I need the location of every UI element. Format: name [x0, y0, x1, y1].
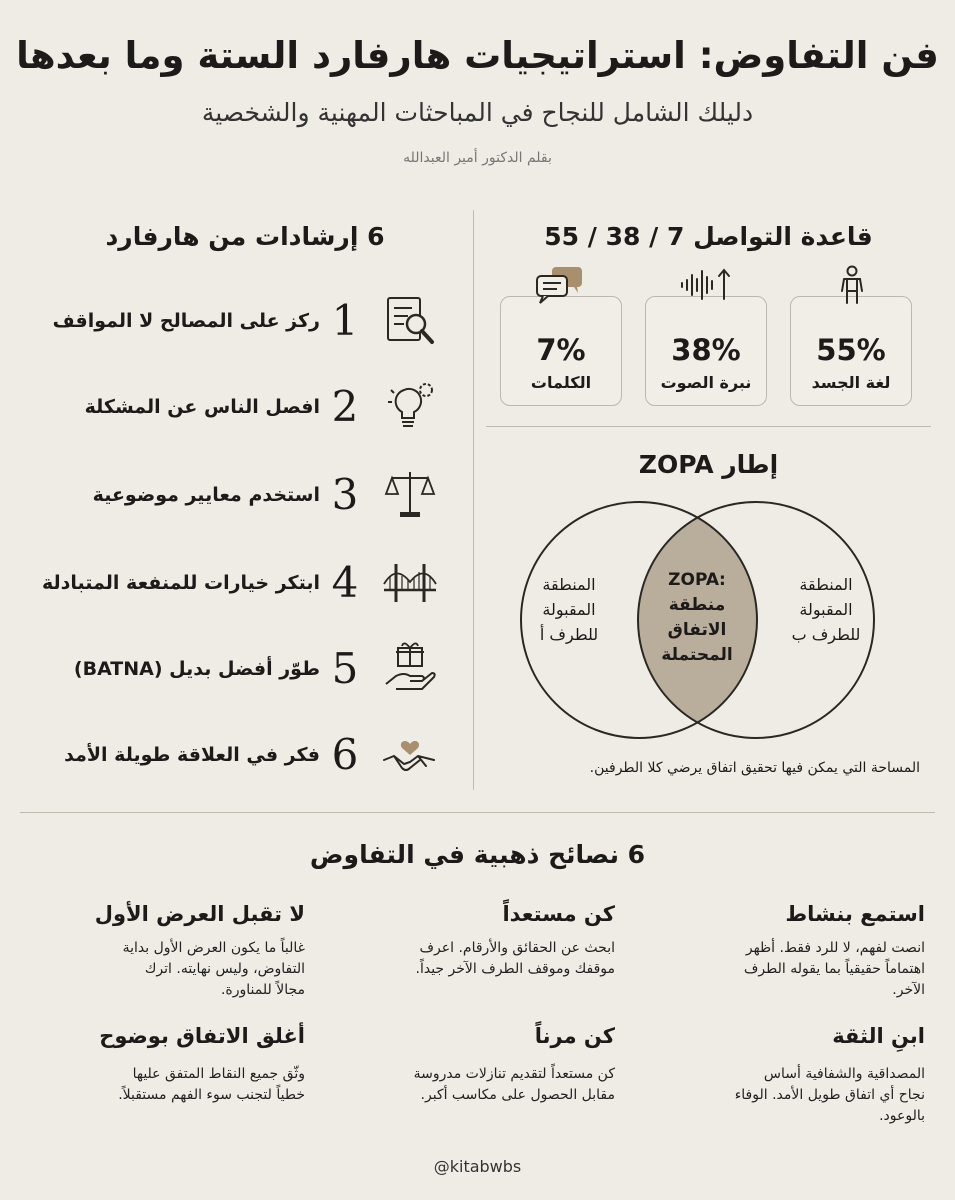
- zopa-venn-diagram: [486, 498, 931, 748]
- chat-bubbles-icon: [534, 265, 586, 305]
- column-divider: [473, 210, 474, 790]
- step-number: 2: [331, 382, 359, 431]
- step-number: 1: [331, 296, 359, 345]
- tip-body: غالباً ما يكون العرض الأول بداية التفاوض، وليس نهايته. اترك مجالاً للمناورة.: [122, 940, 305, 998]
- author-line: بقلم الدكتور أمير العبدالله: [403, 150, 552, 166]
- card-label: الكلمات: [530, 373, 592, 392]
- card-label: نبرة الصوت: [660, 373, 752, 392]
- zopa-caption: المساحة التي يمكن فيها تحقيق اتفاق يرضي كلا الطرفين.: [589, 760, 920, 776]
- gift-hand-icon: [382, 640, 438, 696]
- lightbulb-gear-icon: [382, 378, 438, 434]
- zopa-label-line: :ZOPA: [668, 570, 726, 590]
- step-text: فكر في العلاقة طويلة الأمد: [64, 744, 320, 766]
- tip-title: كن مرناً: [534, 1024, 615, 1048]
- party-b-label-line: المنطقة: [799, 575, 853, 594]
- card-label: لغة الجسد: [811, 373, 891, 392]
- communication-heading: قاعدة التواصل 7 / 38 / 55: [544, 222, 873, 251]
- zopa-label-line: المحتملة: [661, 645, 733, 665]
- card-value: 38%: [671, 333, 741, 367]
- body-figure-icon: [832, 265, 872, 305]
- step-text: افصل الناس عن المشكلة: [84, 396, 320, 418]
- step-number: 4: [331, 558, 359, 607]
- step-text: استخدم معايير موضوعية: [92, 484, 320, 506]
- card-value: 7%: [536, 333, 586, 367]
- page-subtitle: دليلك الشامل للنجاح في المباحثات المهنية والشخصية: [201, 98, 754, 127]
- step-number: 3: [331, 470, 359, 519]
- tip-title: لا تقبل العرض الأول: [94, 902, 305, 926]
- step-number: 6: [331, 730, 359, 779]
- section-divider-zopa: [486, 426, 931, 427]
- tip-title: استمع بنشاط: [785, 902, 925, 926]
- tip-body: ابحث عن الحقائق والأرقام. اعرف موقفك وموقف الطرف الآخر جيداً.: [415, 940, 615, 977]
- scales-icon: [382, 466, 438, 522]
- zopa-heading: إطار ZOPA: [638, 450, 779, 479]
- card-body-language: [790, 296, 912, 406]
- tip-title: أغلق الاتفاق بوضوح: [99, 1024, 305, 1048]
- party-b-label-line: المقبولة: [799, 600, 853, 619]
- tip-body: انصت لفهم، لا للرد فقط. أظهر اهتماماً حقيقياً بما يقوله الطرف الآخر.: [743, 940, 925, 998]
- tip-title: ابنِ الثقة: [832, 1024, 925, 1048]
- tip-body: وثّق جميع النقاط المتفق عليها خطياً لتجنب سوء الفهم مستقبلاً.: [118, 1066, 305, 1103]
- card-voice-tone: [645, 296, 767, 406]
- step-text: ابتكر خيارات للمنفعة المتبادلة: [42, 572, 320, 594]
- step-number: 5: [331, 644, 359, 693]
- section-divider-tips: [20, 812, 935, 813]
- step-text: ركز على المصالح لا المواقف: [52, 310, 320, 332]
- card-words: [500, 296, 622, 406]
- tip-body: المصداقية والشفافية أساس نجاح أي اتفاق طويل الأمد. الوفاء بالوعود.: [734, 1066, 925, 1124]
- tip-title: كن مستعداً: [502, 902, 615, 926]
- document-magnifier-icon: [382, 292, 438, 348]
- page-title: فن التفاوض: استراتيجيات هارفارد الستة وما بعدها: [16, 34, 939, 77]
- party-b-label-line: للطرف ب: [791, 625, 861, 644]
- handshake-heart-icon: [382, 726, 438, 782]
- party-a-label-line: المقبولة: [542, 600, 596, 619]
- zopa-label-line: الاتفاق: [667, 620, 727, 640]
- party-a-label-line: المنطقة: [542, 575, 596, 594]
- bridge-icon: [382, 554, 438, 610]
- party-a-label-line: للطرف أ: [539, 625, 599, 644]
- sound-wave-icon: [676, 265, 736, 305]
- card-value: 55%: [816, 333, 886, 367]
- step-text: طوّر أفضل بديل (BATNA): [73, 658, 320, 680]
- source-handle: @kitabwbs: [433, 1157, 522, 1176]
- tips-heading: 6 نصائح ذهبية في التفاوض: [309, 840, 646, 869]
- harvard-heading: 6 إرشادات من هارفارد: [105, 222, 385, 251]
- tip-body: كن مستعداً لتقديم تنازلات مدروسة مقابل الحصول على مكاسب أكبر.: [413, 1066, 615, 1103]
- zopa-label-line: منطقة: [668, 595, 726, 615]
